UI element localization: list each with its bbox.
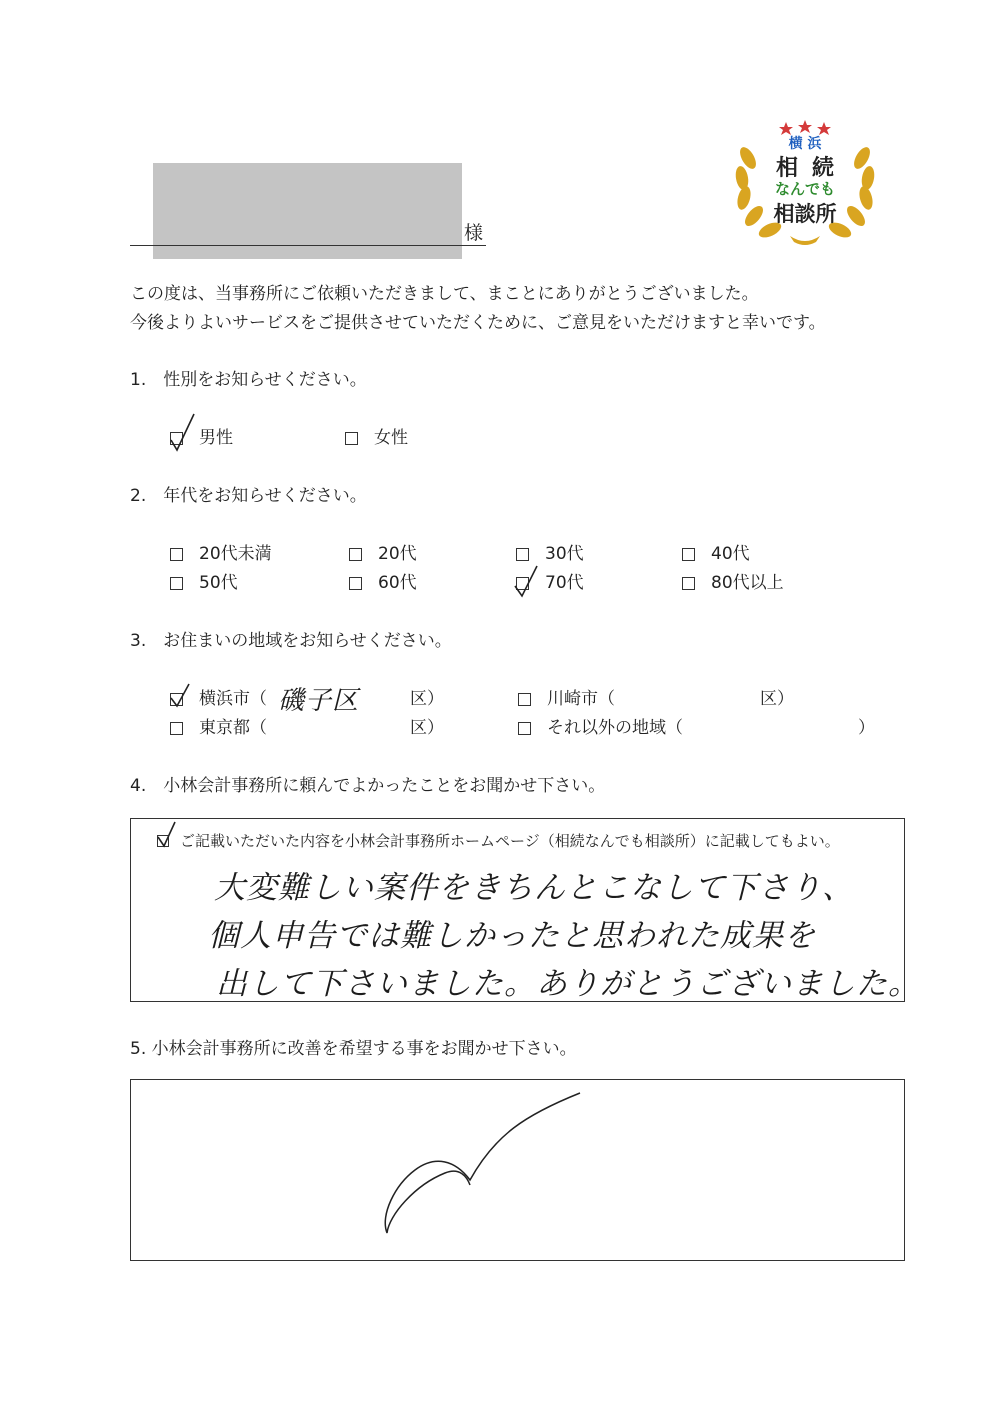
- option-age-30s-label: 30代: [545, 544, 584, 564]
- kawasaki-ward-suffix: 区）: [760, 689, 794, 709]
- question-3-title: 3. お住まいの地域をお知らせください。: [130, 631, 452, 651]
- yokohama-ward-suffix: 区）: [410, 689, 444, 709]
- option-age-40s-label: 40代: [711, 544, 750, 564]
- honorific: 様: [464, 222, 484, 244]
- logo-line-3: なんでも: [774, 180, 835, 198]
- question-5-title: 5. 小林会計事務所に改善を希望する事をお聞かせ下さい。: [130, 1039, 577, 1059]
- q4-answer-line-2: 個人申告では難しかったと思われた成果を: [208, 918, 816, 954]
- q4-answer-line-3: 出して下さいました。ありがとうございました。: [216, 966, 920, 1002]
- checkbox-age-20s[interactable]: [349, 548, 362, 561]
- option-kawasaki-label: 川崎市（: [547, 689, 615, 709]
- blank-stroke-mark: [375, 1085, 615, 1245]
- option-other-region-label: それ以外の地域（: [547, 718, 683, 738]
- check-mark-icon: [155, 820, 179, 848]
- logo-line-2: 相続: [775, 156, 848, 181]
- checkbox-female[interactable]: [345, 432, 358, 445]
- tokyo-ward-suffix: 区）: [410, 718, 444, 738]
- q4-answer-line-1: 大変難しい案件をきちんとこなして下さり、: [214, 870, 854, 906]
- option-age-80plus-label: 80代以上: [711, 573, 784, 593]
- name-underline: [130, 245, 486, 246]
- checkbox-tokyo[interactable]: [170, 722, 183, 735]
- consent-label: ご記載いただいた内容を小林会計事務所ホームページ（相続なんでも相談所）に記載してもよい。: [180, 832, 840, 850]
- checkbox-age-under20[interactable]: [170, 548, 183, 561]
- check-mark-icon: [512, 564, 542, 600]
- check-mark-icon: [168, 682, 192, 708]
- check-mark-icon: [168, 412, 198, 452]
- question-2-title: 2. 年代をお知らせください。: [130, 486, 367, 506]
- checkbox-age-60s[interactable]: [349, 577, 362, 590]
- intro-line-1: この度は、当事務所にご依頼いただきまして、まことにありがとうございました。: [130, 284, 759, 304]
- checkbox-other-region[interactable]: [518, 722, 531, 735]
- option-age-50s-label: 50代: [199, 573, 238, 593]
- checkbox-age-40s[interactable]: [682, 548, 695, 561]
- option-age-under20-label: 20代未満: [199, 544, 272, 564]
- intro-line-2: 今後よりよいサービスをご提供させていただくために、ご意見をいただけますと幸いです。: [130, 313, 826, 333]
- question-4-title: 4. 小林会計事務所に頼んでよかったことをお聞かせ下さい。: [130, 776, 606, 796]
- logo-line-4: 相談所: [773, 202, 837, 226]
- checkbox-kawasaki[interactable]: [518, 693, 531, 706]
- option-male-label: 男性: [199, 428, 233, 448]
- checkbox-age-80plus[interactable]: [682, 577, 695, 590]
- option-yokohama-label: 横浜市（: [199, 689, 267, 709]
- office-logo: [730, 118, 880, 246]
- option-age-70s-label: 70代: [545, 573, 584, 593]
- checkbox-age-30s[interactable]: [516, 548, 529, 561]
- option-age-20s-label: 20代: [378, 544, 417, 564]
- yokohama-ward-handwritten: 磯子区: [278, 686, 360, 716]
- checkbox-age-50s[interactable]: [170, 577, 183, 590]
- option-tokyo-label: 東京都（: [199, 718, 267, 738]
- question-1-title: 1. 性別をお知らせください。: [130, 370, 367, 390]
- other-region-suffix: ）: [858, 718, 875, 738]
- option-age-60s-label: 60代: [378, 573, 417, 593]
- logo-line-1: 横 浜: [788, 136, 822, 152]
- option-female-label: 女性: [374, 428, 408, 448]
